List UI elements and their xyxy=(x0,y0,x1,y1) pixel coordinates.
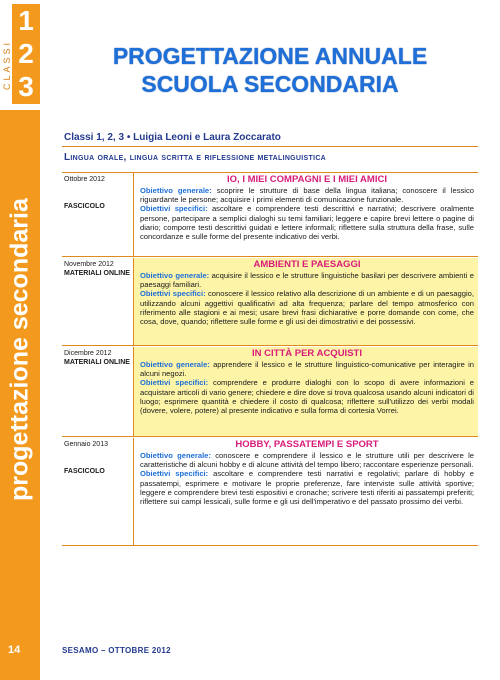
specific-objectives-text: conoscere il lessico relativo alla descrizione di un ambiente e di un paesaggio, utilizzando alcuni aggettivi qualificativi ad alta frequenza; parlare del tempo atmosferico con riferimento alle stagioni e ai mesi; usare brevi frasi dichiarative e porre domande con come, che cosa, dove, quando; riflettere sulle forme e gli usi dei dimostrativi e dei possessivi. xyxy=(140,289,474,327)
section-heading: Lingua orale, lingua scritta e riflessione metalinguistica xyxy=(64,152,327,163)
row-date: Ottobre 2012 xyxy=(64,176,105,183)
class-numbers xyxy=(12,4,40,104)
content-cell xyxy=(134,173,478,256)
general-objective xyxy=(140,186,474,204)
authors-line: Classi 1, 2, 3 • Luigia Leoni e Laura Zoccarato xyxy=(64,132,281,143)
general-objective xyxy=(140,271,474,289)
specific-objectives-label: Obiettivi specifici: xyxy=(140,469,209,479)
general-objective-text: apprendere il lessico e le strutture linguistico-comunicative per interagire in alcuni negozi. xyxy=(140,360,474,379)
sidebar-vertical-title: progettazione secondaria xyxy=(5,198,34,502)
class-number-2: 2 xyxy=(18,37,34,69)
row-resource: FASCICOLO xyxy=(64,203,105,210)
content-cell xyxy=(134,347,478,436)
specific-objectives-text: ascoltare e comprendere testi narrativi e regolativi; parlare di hobby e passatempi, esprimere e motivare le proprie preferenze, fare interviste sulle attività sportive; leggere e comprendere brevi testi espositivi e cronache; scrivere testi riferiti ai passatempi preferiti; riflettere sui campi lessicali, sulle forme e gli usi dell'imperativo e del passato prossimo dei verbi. xyxy=(140,469,474,507)
general-objective-label: Obiettivo generale: xyxy=(140,360,210,369)
title-line-1: PROGETTAZIONE ANNUALE xyxy=(112,43,428,69)
table-row xyxy=(62,173,478,257)
row-resource: MATERIALI ONLINE xyxy=(64,270,130,277)
general-objective-text: acquisire il lessico e le strutture linguistiche basilari per descrivere ambienti e paesaggi familiari. xyxy=(140,271,474,290)
general-objective-label: Obiettivo generale: xyxy=(140,271,210,280)
divider xyxy=(62,146,478,147)
row-title: AMBIENTI E PAESAGGI xyxy=(253,259,361,270)
general-objective xyxy=(140,360,474,378)
content-cell xyxy=(134,438,478,546)
class-number-1: 1 xyxy=(18,4,34,36)
row-title: IN CITTÀ PER ACQUISTI xyxy=(252,348,362,359)
date-cell xyxy=(62,258,134,345)
date-cell xyxy=(62,173,134,256)
table-row xyxy=(62,258,478,346)
content-cell xyxy=(134,258,478,345)
side-top-block xyxy=(0,0,40,110)
plan-table xyxy=(62,172,478,546)
general-objective xyxy=(140,451,474,469)
specific-objectives-label: Obiettivi specifici: xyxy=(140,204,208,214)
class-number-3: 3 xyxy=(18,71,34,103)
page-number: 14 xyxy=(8,644,21,656)
general-objective-label: Obiettivo generale: xyxy=(140,451,211,460)
specific-objectives-text: comprendere e produrre dialoghi con lo scopo di avere informazioni e acquistare articoli di vario genere; chiedere e dire dove si trova qualcosa usando alcuni indicatori di luogo; esprimere quantità e chiedere il costo di qualcosa; riflettere sull'utilizzo dei verbi modali (dovere, volere, potere) al presente indicativo e sulla forma di cortesia Vorrei. xyxy=(140,378,474,416)
row-date: Gennaio 2013 xyxy=(64,441,108,448)
row-resource: FASCICOLO xyxy=(64,468,105,475)
specific-objectives xyxy=(140,289,474,326)
specific-objectives xyxy=(140,204,474,241)
general-objective-text: scoprire le strutture di base della lingua italiana; conoscere il lessico riguardante le persone; acquisire i primi elementi di comunicazione funzionale. xyxy=(140,186,474,205)
general-objective-text: conoscere e comprendere il lessico e le strutture utili per descrivere le caratteristiche di alcuni hobby e di alcune attività del tempo libero; raccontare esperienze personali. xyxy=(140,451,474,470)
specific-objectives-label: Obiettivi specifici: xyxy=(140,378,209,388)
general-objective-label: Obiettivo generale: xyxy=(140,186,212,195)
table-row xyxy=(62,347,478,437)
footer-issue: SESAMO – OTTOBRE 2012 xyxy=(62,646,171,655)
specific-objectives-text: ascoltare e comprendere testi descrittivi e narrativi; descrivere oralmente persone, partecipare a semplici dialoghi su temi familiari; leggere e capire brevi lettere o pagine di diario; comporre testi descrittivi guidati e lettere informali; riflettere sulla struttura della frase, sulle concordanze e sulle forme del presente indicativo dei verbi. xyxy=(140,204,474,242)
page-title xyxy=(60,42,480,98)
title-line-2: SCUOLA SECONDARIA xyxy=(141,71,399,97)
specific-objectives-label: Obiettivi specifici: xyxy=(140,289,206,299)
classi-label: CLASSI xyxy=(2,40,12,91)
row-title: IO, I MIEI COMPAGNI E I MIEI AMICI xyxy=(227,174,387,185)
row-date: Dicembre 2012 xyxy=(64,350,112,357)
row-title: HOBBY, PASSATEMPI E SPORT xyxy=(235,439,379,450)
row-resource: MATERIALI ONLINE xyxy=(64,359,130,366)
date-cell xyxy=(62,438,134,546)
specific-objectives xyxy=(140,378,474,415)
table-row xyxy=(62,438,478,546)
row-date: Novembre 2012 xyxy=(64,261,114,268)
specific-objectives xyxy=(140,469,474,506)
date-cell xyxy=(62,347,134,436)
